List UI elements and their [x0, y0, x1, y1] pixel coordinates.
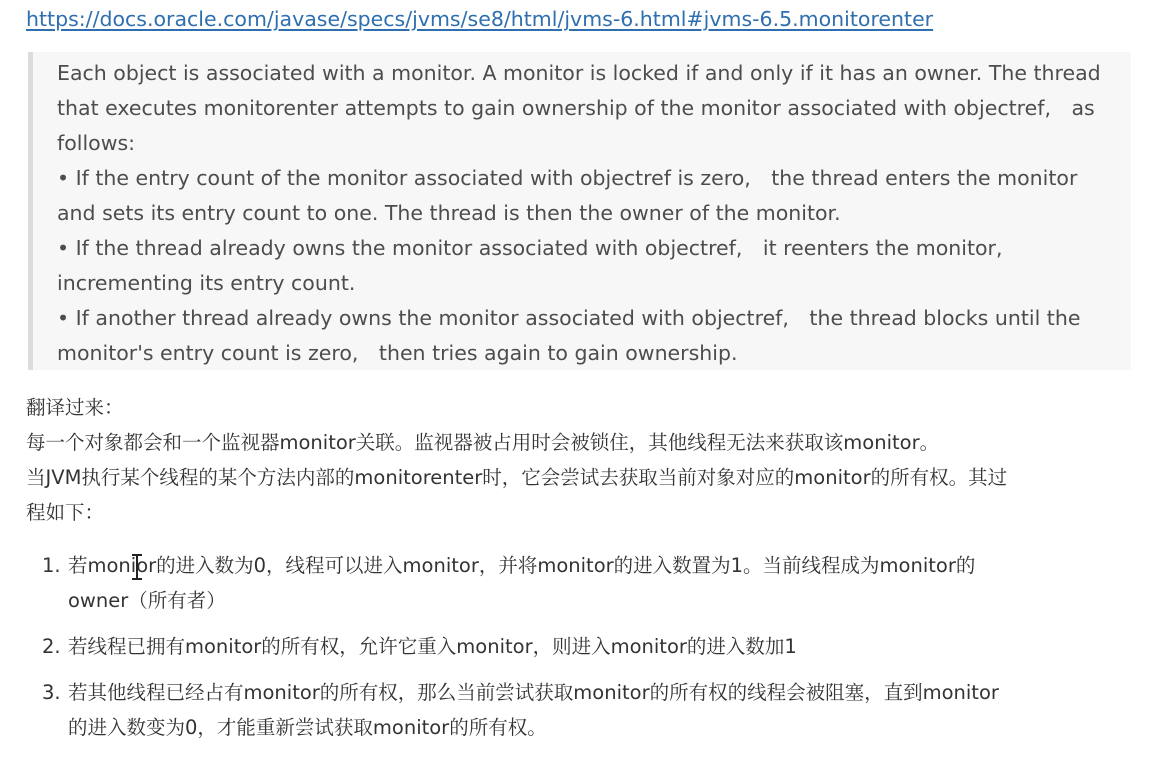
quote-line: incrementing its entry count.	[57, 271, 356, 295]
text-cursor-icon	[130, 554, 144, 580]
quote-line: • If the thread already owns the monitor associated with objectref, it reenters the monitor,	[57, 236, 1003, 260]
quote-line: • If the entry count of the monitor associated with objectref is zero, the thread enters the monitor	[57, 166, 1078, 190]
translation-line: 当JVM执行某个线程的某个方法内部的monitorenter时，它会尝试去获取当前对象对应的monitor的所有权。其过	[26, 466, 1008, 489]
list-number: 1.	[42, 554, 61, 577]
list-item-text: 若其他线程已经占有monitor的所有权，那么当前尝试获取monitor的所有权的线程会被阻塞，直到monitor	[68, 681, 999, 704]
quote-line: follows:	[57, 131, 136, 155]
quote-line: • If another thread already owns the monitor associated with objectref, the thread blocks until the	[57, 306, 1081, 330]
list-item	[42, 551, 975, 581]
list-item-continuation: owner（所有者）	[68, 589, 226, 612]
quote-line: that executes monitorenter attempts to gain ownership of the monitor associated with objectref, as	[57, 96, 1095, 120]
quote-line: and sets its entry count to one. The thread is then the owner of the monitor.	[57, 201, 841, 225]
translation-line: 程如下：	[26, 501, 105, 524]
list-number: 2.	[42, 635, 61, 658]
list-number: 3.	[42, 681, 61, 704]
list-item	[42, 632, 797, 662]
list-item	[42, 678, 999, 708]
quote-line: monitor's entry count is zero, then tries again to gain ownership.	[57, 341, 738, 365]
translation-line: 每一个对象都会和一个监视器monitor关联。监视器被占用时会被锁住，其他线程无法来获取该monitor。	[26, 431, 940, 454]
translation-heading: 翻译过来：	[26, 396, 124, 419]
quote-line: Each object is associated with a monitor. A monitor is locked if and only if it has an owner. The thread	[57, 61, 1101, 85]
list-item-continuation: 的进入数变为0，才能重新尝试获取monitor的所有权。	[68, 716, 547, 739]
blockquote	[28, 52, 1131, 370]
list-item-text: 若monior的进入数为0，线程可以进入monitor，并将monitor的进入数置为1。当前线程成为monitor的	[68, 554, 976, 577]
list-item-text: 若线程已拥有monitor的所有权，允许它重入monitor，则进入monitor的进入数加1	[68, 635, 797, 658]
spec-link[interactable]: https://docs.oracle.com/javase/specs/jvms/se8/html/jvms-6.html#jvms-6.5.monitorenter	[26, 7, 934, 31]
